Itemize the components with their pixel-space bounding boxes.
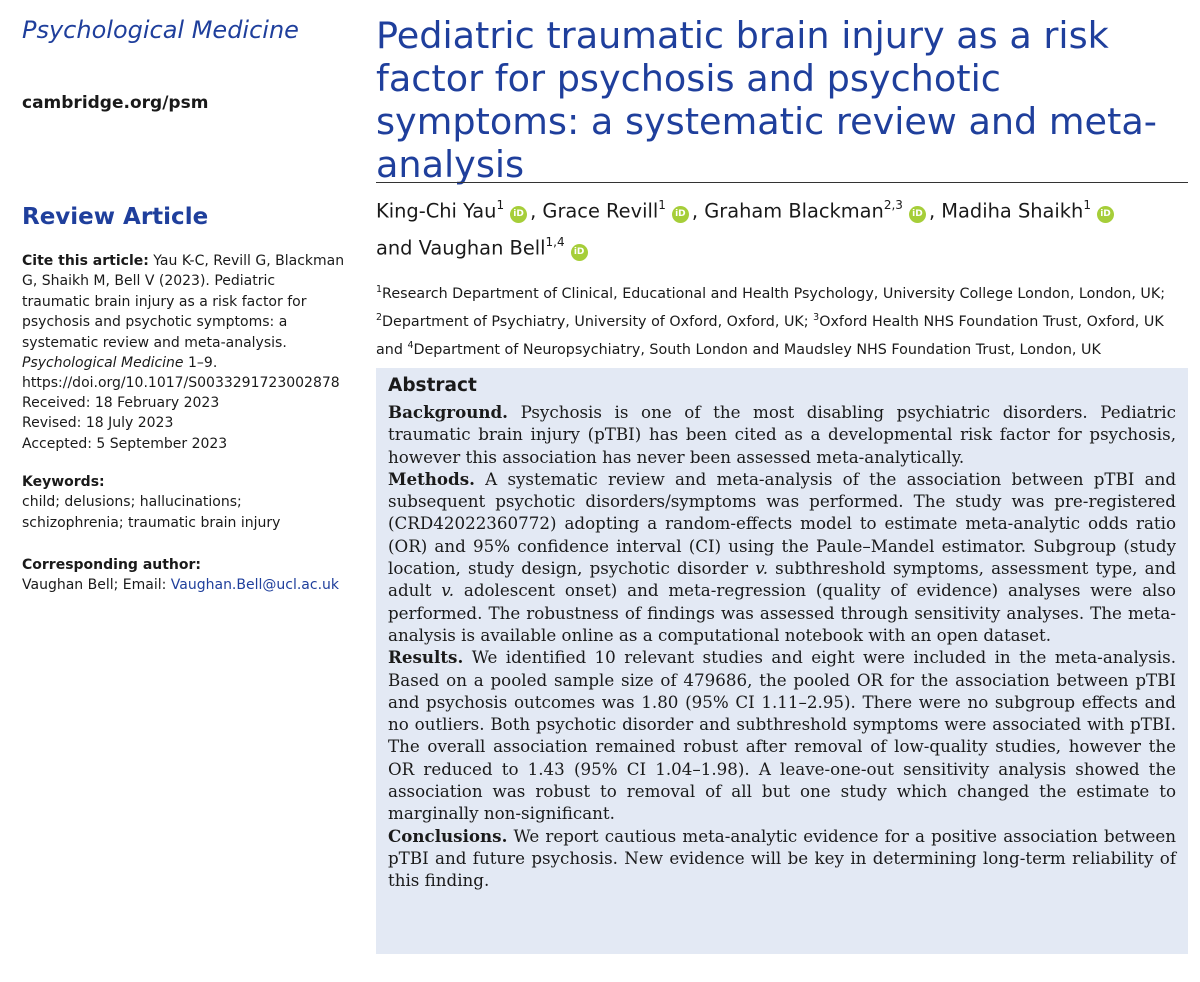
abstract-section-label: Results. (388, 647, 464, 668)
keywords-block (22, 472, 347, 533)
abstract-section-text: We identified 10 relevant studies and eight were included in the meta-analysis. Based on a pooled sample size of 479686, the pooled OR for the association between pTBI and psychosis outcomes was 1.80 (95% CI 1.11–2.95). There were no subgroup effects and no outliers. Both psychotic disorder and subthreshold symptoms were associated with pTBI. The overall association remained robust after removal of low-quality studies, however the OR reduced to 1.43 (95% CI 1.04–1.98). A leave-one-out sensitivity analysis showed the association was robust to removal of all but one study which changed the estimate to marginally non-significant. (388, 647, 1176, 824)
author-name: King-Chi Yau (376, 199, 497, 223)
affiliation-number: 2 (376, 311, 383, 323)
revised-date: Revised: 18 July 2023 (22, 415, 174, 432)
abstract-section-text: A systematic review and meta-analysis of the association between pTBI and subsequent psychotic disorders/symptoms was performed. The study was pre-registered (CRD42022360772) adopting a random-effects model to estimate meta-analytic odds ratio (OR) and 95% confidence interval (CI) using the Paule–Mandel estimator. Subgroup (study location, study design, psychotic disorder (388, 468, 1177, 579)
abstract-section-text: adolescent onset) and meta-regression (quality of evidence) analyses were also performed. The robustness of findings was assessed through sensitivity analyses. The meta-analysis is available online as a computational notebook with an open dataset. (388, 580, 1176, 645)
journal-name: Psychological Medicine (22, 16, 299, 44)
author-line-1 (376, 190, 1188, 227)
affiliation-text: Research Department of Clinical, Educational and Health Psychology, University College London, London, UK; (382, 285, 1166, 302)
affiliation-text: Department of Psychiatry, University of Oxford, Oxford, UK; (382, 313, 809, 330)
orcid-icon[interactable]: iD (672, 206, 689, 223)
abstract-section-label: Methods. (388, 468, 475, 489)
affiliation-number: 4 (407, 339, 414, 351)
abstract-background (388, 401, 1176, 468)
author-affiliation: 2,3 (883, 198, 903, 212)
keywords-label: Keywords: (22, 474, 105, 490)
author-line-2 (376, 227, 1188, 264)
affiliation-line (376, 334, 1188, 362)
citation-block (22, 251, 347, 394)
article-type: Review Article (22, 204, 209, 230)
author-affiliation: 1,4 (545, 235, 565, 250)
journal-website[interactable]: cambridge.org/psm (22, 93, 209, 113)
affiliation-text: Department of Neuropsychiatry, South London and Maudsley NHS Foundation Trust, London, UK (413, 341, 1101, 358)
abstract-versus: v. (441, 580, 455, 601)
author-separator: , (530, 199, 537, 223)
accepted-date: Accepted: 5 September 2023 (22, 435, 228, 452)
affiliation-text: Oxford Health NHS Foundation Trust, Oxford, UK (819, 313, 1164, 330)
corresponding-author-label: Corresponding author: (22, 557, 202, 573)
corresponding-author-block (22, 555, 347, 596)
title-divider (376, 182, 1188, 183)
affiliation-number: 1 (376, 284, 383, 295)
affiliations (376, 278, 1188, 361)
history-dates (22, 393, 347, 454)
orcid-icon[interactable]: iD (571, 244, 588, 261)
orcid-icon[interactable]: iD (1097, 206, 1114, 223)
orcid-icon[interactable]: iD (510, 206, 527, 223)
received-date: Received: 18 February 2023 (22, 395, 220, 411)
corresponding-author-email[interactable]: Vaughan.Bell@ucl.ac.uk (170, 577, 339, 594)
author-name: Vaughan Bell (418, 236, 546, 260)
citation-journal: Psychological Medicine (22, 355, 184, 372)
author-conjunction: and (376, 236, 413, 260)
article-title: Pediatric traumatic brain injury as a risk factor for psychosis and psychotic symptoms: a systematic review and meta-analysis (376, 14, 1157, 186)
corresponding-author-name: Vaughan Bell; Email: (22, 577, 167, 594)
author-name: Graham Blackman (704, 199, 884, 223)
affiliation-line (376, 306, 1188, 334)
corresponding-author-line (22, 575, 347, 595)
author-affiliation: 1 (1083, 198, 1091, 212)
citation-label: Cite this article: (22, 253, 149, 269)
affiliation-line (376, 278, 1188, 306)
keywords-list: child; delusions; hallucinations; schizophrenia; traumatic brain injury (22, 494, 281, 531)
abstract-section-text: We report cautious meta-analytic evidence for a positive association between pTBI and future psychosis. New evidence will be key in determining long-term reliability of this finding. (388, 825, 1176, 891)
author-name: Madiha Shaikh (941, 199, 1084, 223)
abstract-versus: v. (755, 558, 769, 579)
citation-doi[interactable]: https://doi.org/10.1017/S0033291723002878 (22, 375, 340, 392)
abstract-section-label: Conclusions. (388, 825, 508, 846)
abstract-section-text: subthreshold symptoms, assessment type, and adult (388, 558, 1176, 601)
affiliation-number: 3 (813, 311, 820, 323)
author-list (376, 190, 1188, 265)
author-separator: , (928, 199, 936, 223)
author-separator: , (691, 199, 699, 223)
citation-pages: 1–9. (188, 355, 218, 372)
citation-text: Yau K-C, Revill G, Blackman G, Shaikh M, Bell V (2023). Pediatric traumatic brain injury as a risk factor for psychosis and psychotic symptoms: a systematic review and meta-analysis. (22, 253, 345, 351)
abstract-section-label: Background. (388, 402, 508, 422)
affiliation-conjunction: and (376, 341, 403, 358)
author-affiliation: 1 (496, 198, 505, 212)
author-affiliation: 1 (658, 198, 666, 212)
abstract-results (388, 646, 1176, 824)
abstract-heading: Abstract (388, 375, 477, 396)
abstract-conclusions (388, 825, 1176, 892)
abstract-methods (388, 468, 1176, 646)
abstract-section-text: Psychosis is one of the most disabling psychiatric disorders. Pediatric traumatic brain injury (pTBI) has been cited as a developmental risk factor for psychosis, however this association has never been assessed meta-analytically. (388, 402, 1176, 467)
orcid-icon[interactable]: iD (909, 206, 926, 223)
abstract-box (376, 368, 1188, 954)
author-name: Grace Revill (542, 199, 659, 223)
